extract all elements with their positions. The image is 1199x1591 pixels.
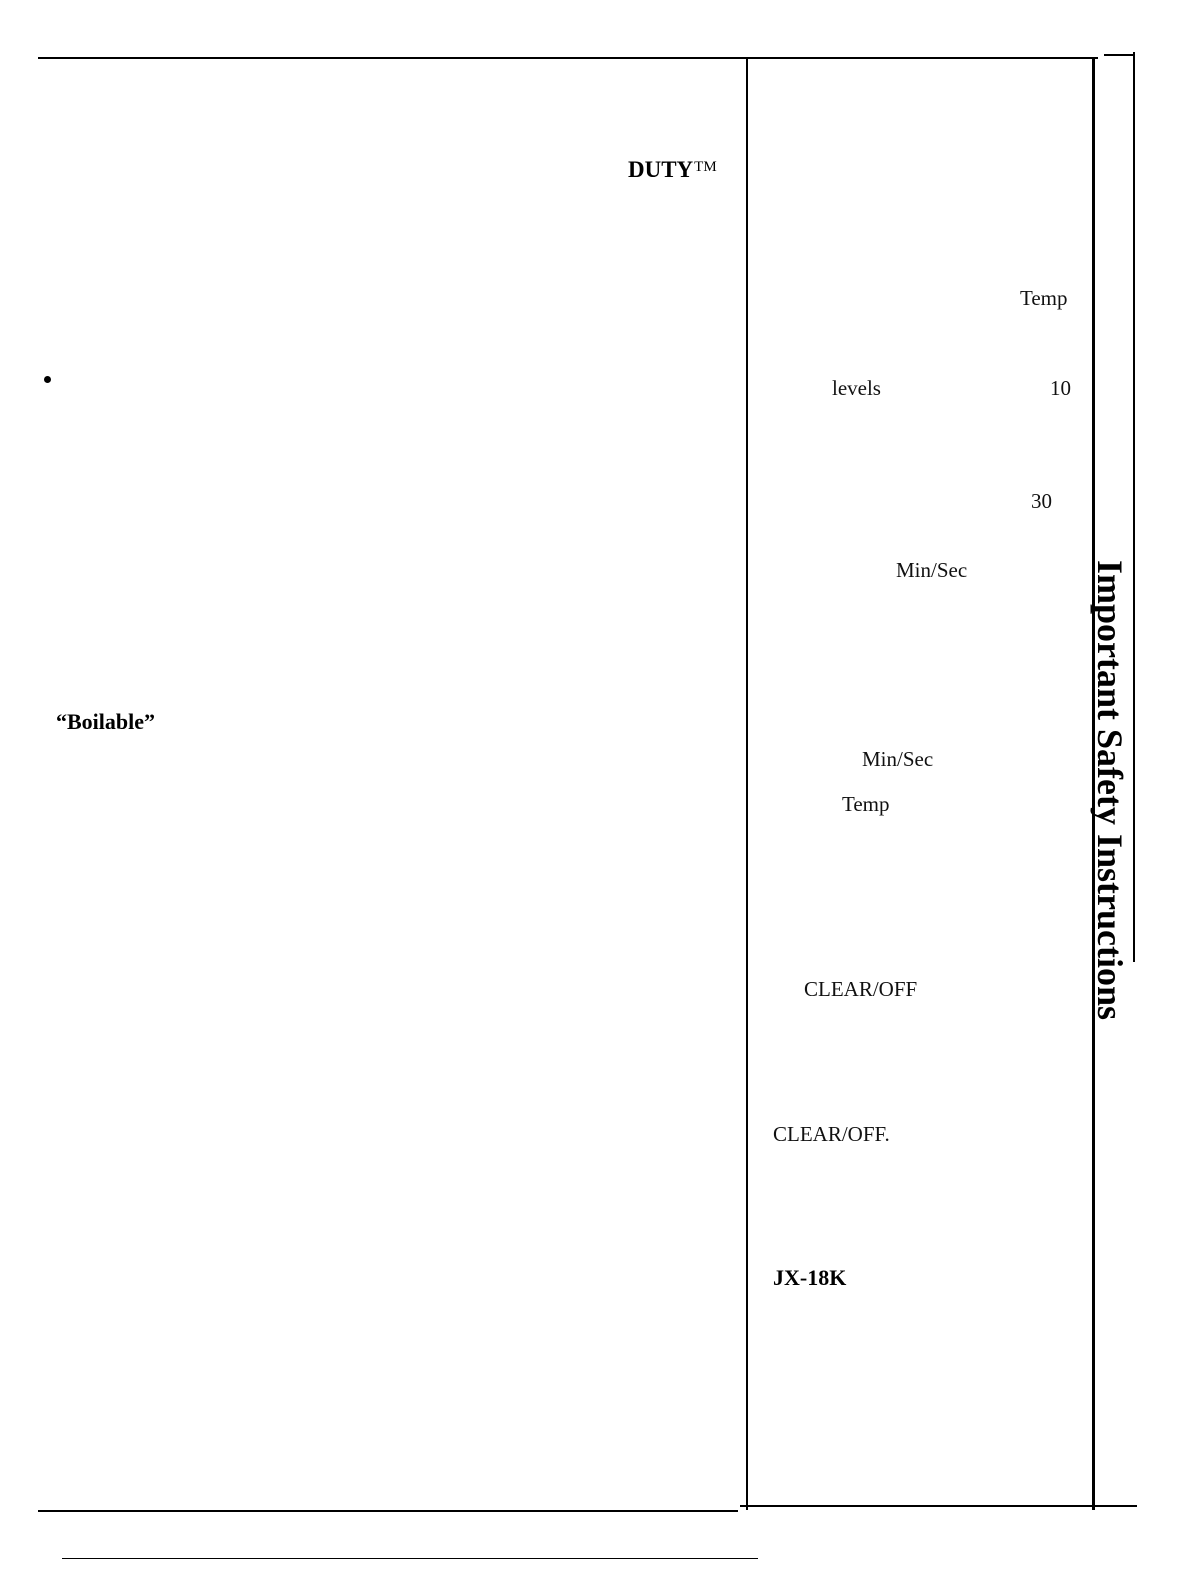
temp-label-2: Temp bbox=[842, 792, 890, 816]
minsec-label-1: Min/Sec bbox=[896, 558, 968, 582]
ten-value: 10 bbox=[1050, 376, 1071, 400]
bottom-rule-left bbox=[38, 1510, 738, 1512]
bullet-icon bbox=[44, 376, 51, 383]
boilable-label: “Boilable” bbox=[56, 709, 156, 734]
duty-heading bbox=[628, 158, 717, 181]
temp-label-1: Temp bbox=[1020, 286, 1068, 310]
column-divider-left bbox=[746, 58, 748, 1510]
bottom-rule-right bbox=[740, 1505, 1137, 1507]
side-tab-edge bbox=[1133, 52, 1135, 962]
clear-off-label-1: CLEAR/OFF bbox=[804, 977, 918, 1001]
model-number: JX-18K bbox=[773, 1265, 847, 1290]
minsec-label-2: Min/Sec bbox=[862, 747, 934, 771]
footer-rule bbox=[62, 1558, 758, 1559]
top-right-tick bbox=[1104, 54, 1134, 56]
side-tab-title: Important Safety Instructions bbox=[1090, 560, 1130, 1021]
clear-off-label-2: CLEAR/OFF. bbox=[773, 1122, 890, 1146]
duty-label: DUTY bbox=[628, 157, 694, 182]
levels-label: levels bbox=[832, 376, 881, 400]
top-rule bbox=[38, 57, 1098, 59]
trademark-symbol: TM bbox=[694, 159, 717, 175]
thirty-value: 30 bbox=[1031, 489, 1052, 513]
